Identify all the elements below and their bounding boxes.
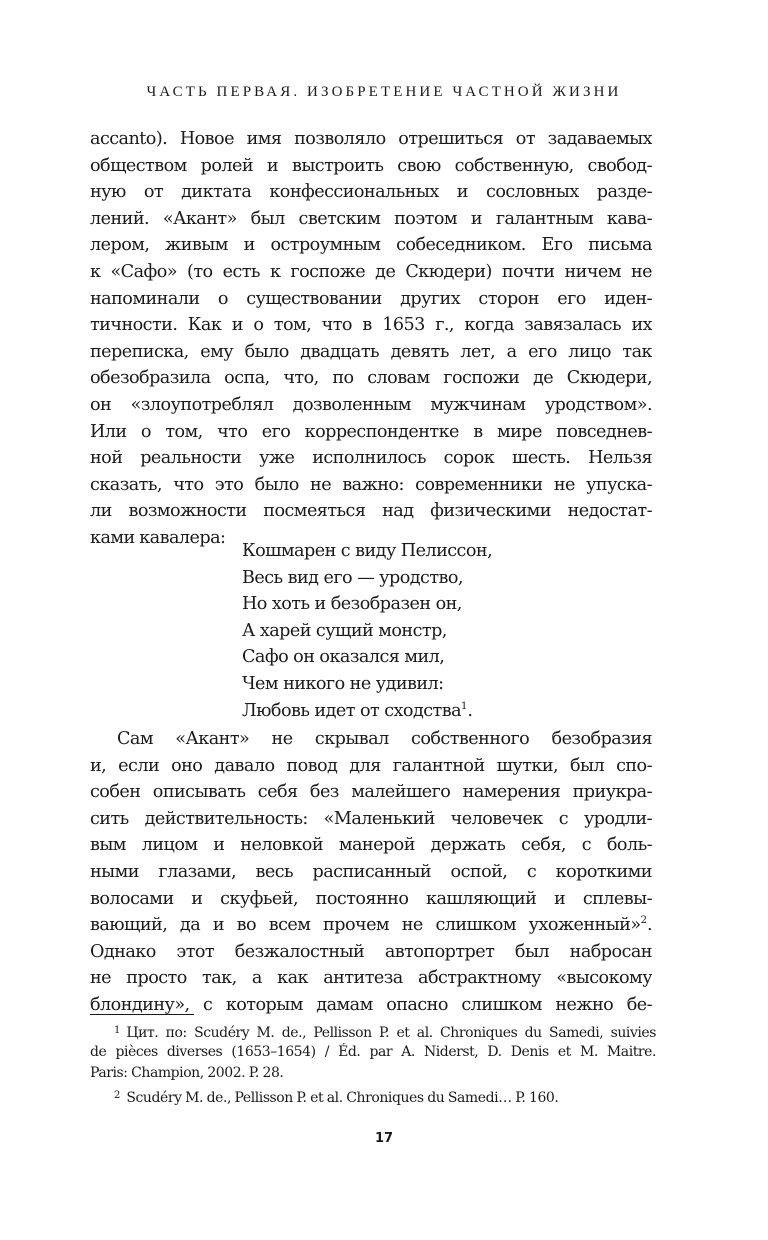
- text-line: не просто так, а как антитеза абстрактному «высокому: [90, 968, 652, 989]
- text-line: и, если оно давало повод для галантной шутки, был спо-: [90, 755, 652, 776]
- footnote-2-text: Scudéry M. de., Pellisson P. et al. Chroniques du Samedi… P. 160.: [126, 1089, 559, 1106]
- poem-line: Кошмарен с виду Пелиссон,: [242, 541, 493, 561]
- text-line: accanto). Новое имя позволяло отрешиться от задаваемых: [90, 129, 652, 149]
- text-line: ли возможности посмеяться над физическими недостат-: [90, 501, 652, 522]
- text-line: блондину», с которым дамам опасно слишком нежно бе-: [90, 994, 652, 1015]
- text-line: ными глазами, весь расписанный оспой, с короткими: [90, 861, 652, 882]
- footnote-ref-1[interactable]: 1: [461, 700, 468, 712]
- text-line: ками кавалера:: [90, 527, 226, 548]
- paragraph-2: [90, 726, 652, 1019]
- text-line: вающий, да и во всем прочем не слишком ухоженный»: [90, 915, 641, 936]
- text-line: напоминали о существовании других сторон его иден-: [90, 288, 652, 309]
- footnote-2-line: [90, 1085, 656, 1107]
- text-line: Однако этот безжалостный автопортрет был набросан: [90, 941, 652, 962]
- footnotes: [90, 1020, 656, 1106]
- text-line: ной реальности уже исполнилось сорок шесть. Нельзя: [90, 448, 652, 469]
- poem-line: Чем никого не удивил:: [242, 673, 444, 694]
- text-line: обезобразила оспа, что, по словам госпожи де Скюдери,: [90, 368, 652, 389]
- footnote-1-text: Цит. по: Scudéry M. de., Pellisson P. et al. Chroniques du Samedi, suivies: [126, 1025, 656, 1041]
- text-line-with-ref: [90, 912, 652, 939]
- period: .: [467, 700, 473, 721]
- text-line: волосами и скуфьей, постоянно кашляющий и сплевы-: [90, 888, 652, 909]
- poem: [242, 538, 492, 724]
- poem-line: Но хоть и безобразен он,: [242, 594, 462, 615]
- footnote-1-line: [90, 1020, 656, 1042]
- footnote-divider: [90, 1014, 194, 1015]
- text-line: лений. «Акант» был светским поэтом и галантным кава-: [90, 208, 652, 229]
- footnote-2-number: 2: [114, 1089, 121, 1101]
- poem-last-line: [242, 698, 492, 725]
- footnote-1-line: Paris: Champion, 2002. P. 28.: [90, 1065, 284, 1081]
- poem-line: Сафо он оказался мил,: [242, 647, 445, 668]
- running-head: ЧАСТЬ ПЕРВАЯ. ИЗОБРЕТЕНИЕ ЧАСТНОЙ ЖИЗНИ: [146, 84, 622, 100]
- text-line: тичности. Как и о том, что в 1653 г., когда завязалась их: [90, 315, 652, 336]
- paragraph-1: [90, 126, 652, 552]
- text-line: сказать, что это было не важно: современники не упуска-: [90, 474, 652, 495]
- text-line: лером, живым и остроумным собеседником. Его письма: [90, 235, 652, 256]
- poem-line-text: Любовь идет от сходства: [242, 700, 462, 721]
- footnote-1-number: 1: [114, 1025, 121, 1036]
- poem-line: А харей сущий монстр,: [242, 620, 447, 641]
- footnote-ref-2[interactable]: 2: [640, 915, 647, 927]
- text-line: Или о том, что его корреспондентке в мире повседнев-: [90, 421, 652, 442]
- text-line: переписка, ему было двадцать девять лет, а его лицо так: [90, 341, 652, 362]
- text-line: он «злоупотреблял дозволенным мужчинам уродством».: [90, 394, 652, 415]
- footnote-1-line: de pièces diverses (1653–1654) / Éd. par A. Niderst, D. Denis et M. Maitre.: [90, 1043, 656, 1060]
- text-line: собен описывать себя без малейшего намерения приукра-: [90, 782, 652, 803]
- text-line: к «Сафо» (то есть к госпоже де Скюдери) почти ничем не: [90, 261, 652, 282]
- text-line: Сам «Акант» не скрывал собственного безобразия: [117, 729, 652, 749]
- page-number: 17: [374, 1131, 394, 1146]
- text-line: ную от диктата конфессиональных и сословных разде-: [90, 182, 652, 203]
- text-line: обществом ролей и выстроить свою собственную, свобод-: [90, 155, 652, 176]
- period: .: [646, 915, 652, 936]
- text-line: вым лицом и неловкой манерой держать себя, с боль-: [90, 835, 652, 856]
- text-line: сить действительность: «Маленький человечек с уродли-: [90, 808, 652, 829]
- poem-line: Весь вид его — уродство,: [242, 567, 463, 588]
